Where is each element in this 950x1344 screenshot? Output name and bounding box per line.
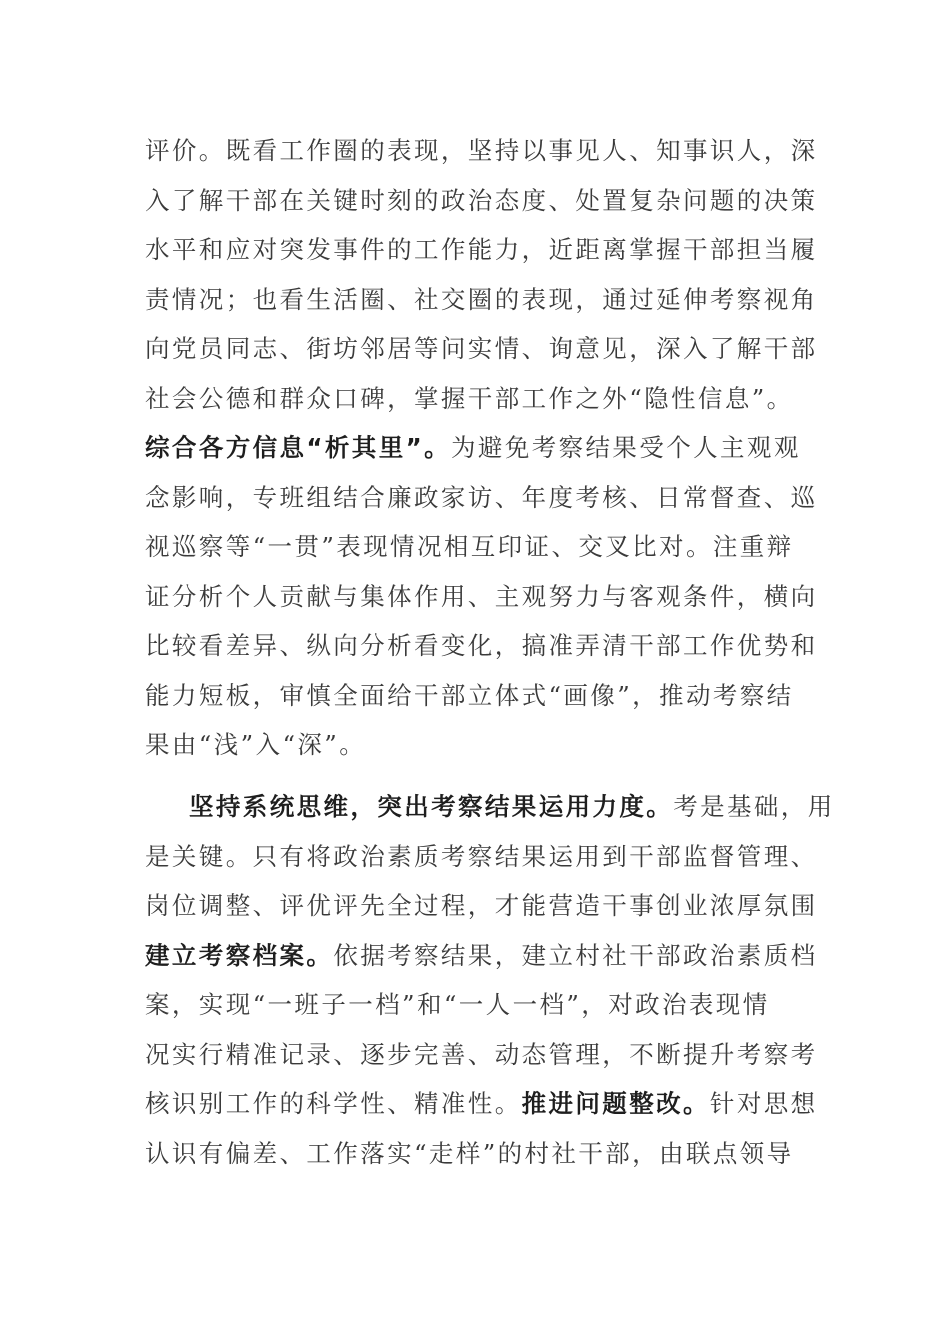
text-line: 评价。既看工作圈的表现，坚持以事见人、知事识人，深 <box>145 136 818 165</box>
subheading-establish-archive: 建立考察档案。 <box>145 940 334 970</box>
text-line: 岗位调整、评优评先全过程，才能营造干事创业浓厚氛围 <box>145 891 818 920</box>
text-line-with-subheading <box>145 931 818 981</box>
section-heading-line <box>145 782 835 832</box>
text-line: 认识有偏差、工作落实“走样”的村社干部，由联点领导 <box>145 1138 794 1168</box>
text-run: 为避免考察结果受个人主观观 <box>451 433 801 462</box>
text-run: 依据考察结果，建立村社干部政治素质档 <box>333 940 818 970</box>
text-line: 比较看差异、纵向分析看变化，搞准弄清干部工作优势和 <box>145 631 818 660</box>
text-run: 核识别工作的科学性、精准性。 <box>145 1089 522 1118</box>
text-line: 念影响，专班组结合廉政家访、年度考核、日常督查、巡 <box>145 482 818 512</box>
text-line: 况实行精准记录、逐步完善、动态管理，不断提升考察考 <box>145 1039 818 1069</box>
subheading-analyze-info: 综合各方信息“析其里”。 <box>145 433 452 462</box>
text-run: 针对思想 <box>709 1089 818 1118</box>
text-line: 果由“浅”入“深”。 <box>145 730 367 759</box>
text-line: 向党员同志、街坊邻居等问实情、询意见，深入了解干部 <box>145 334 818 363</box>
section-heading: 坚持系统思维，突出考察结果运用力度。 <box>189 792 674 821</box>
text-line: 水平和应对突发事件的工作能力，近距离掌握干部担当履 <box>145 235 818 264</box>
text-run: 考是基础，用 <box>673 792 835 821</box>
text-line-with-subheading <box>145 1079 818 1129</box>
text-line: 是关键。只有将政治素质考察结果运用到干部监督管理、 <box>145 841 818 871</box>
text-line: 责情况；也看生活圈、社交圈的表现，通过延伸考察视角 <box>145 284 818 314</box>
subheading-rectification: 推进问题整改。 <box>521 1089 710 1118</box>
text-line: 证分析个人贡献与集体作用、主观努力与客观条件，横向 <box>145 581 818 611</box>
text-line: 案，实现“一班子一档”和“一人一档”，对政治表现情 <box>145 990 770 1019</box>
text-line: 能力短板，审慎全面给干部立体式“画像”，推动考察结 <box>145 680 794 710</box>
text-line: 视巡察等“一贯”表现情况相互印证、交叉比对。注重辩 <box>145 532 794 561</box>
paragraph-evaluation <box>145 126 818 770</box>
text-line: 社会公德和群众口碑，掌握干部工作之外“隐性信息”。 <box>145 383 794 413</box>
paragraph-system-thinking <box>145 782 835 1178</box>
text-line: 入了解干部在关键时刻的政治态度、处置复杂问题的决策 <box>145 185 818 215</box>
text-line-with-subheading <box>145 423 810 473</box>
